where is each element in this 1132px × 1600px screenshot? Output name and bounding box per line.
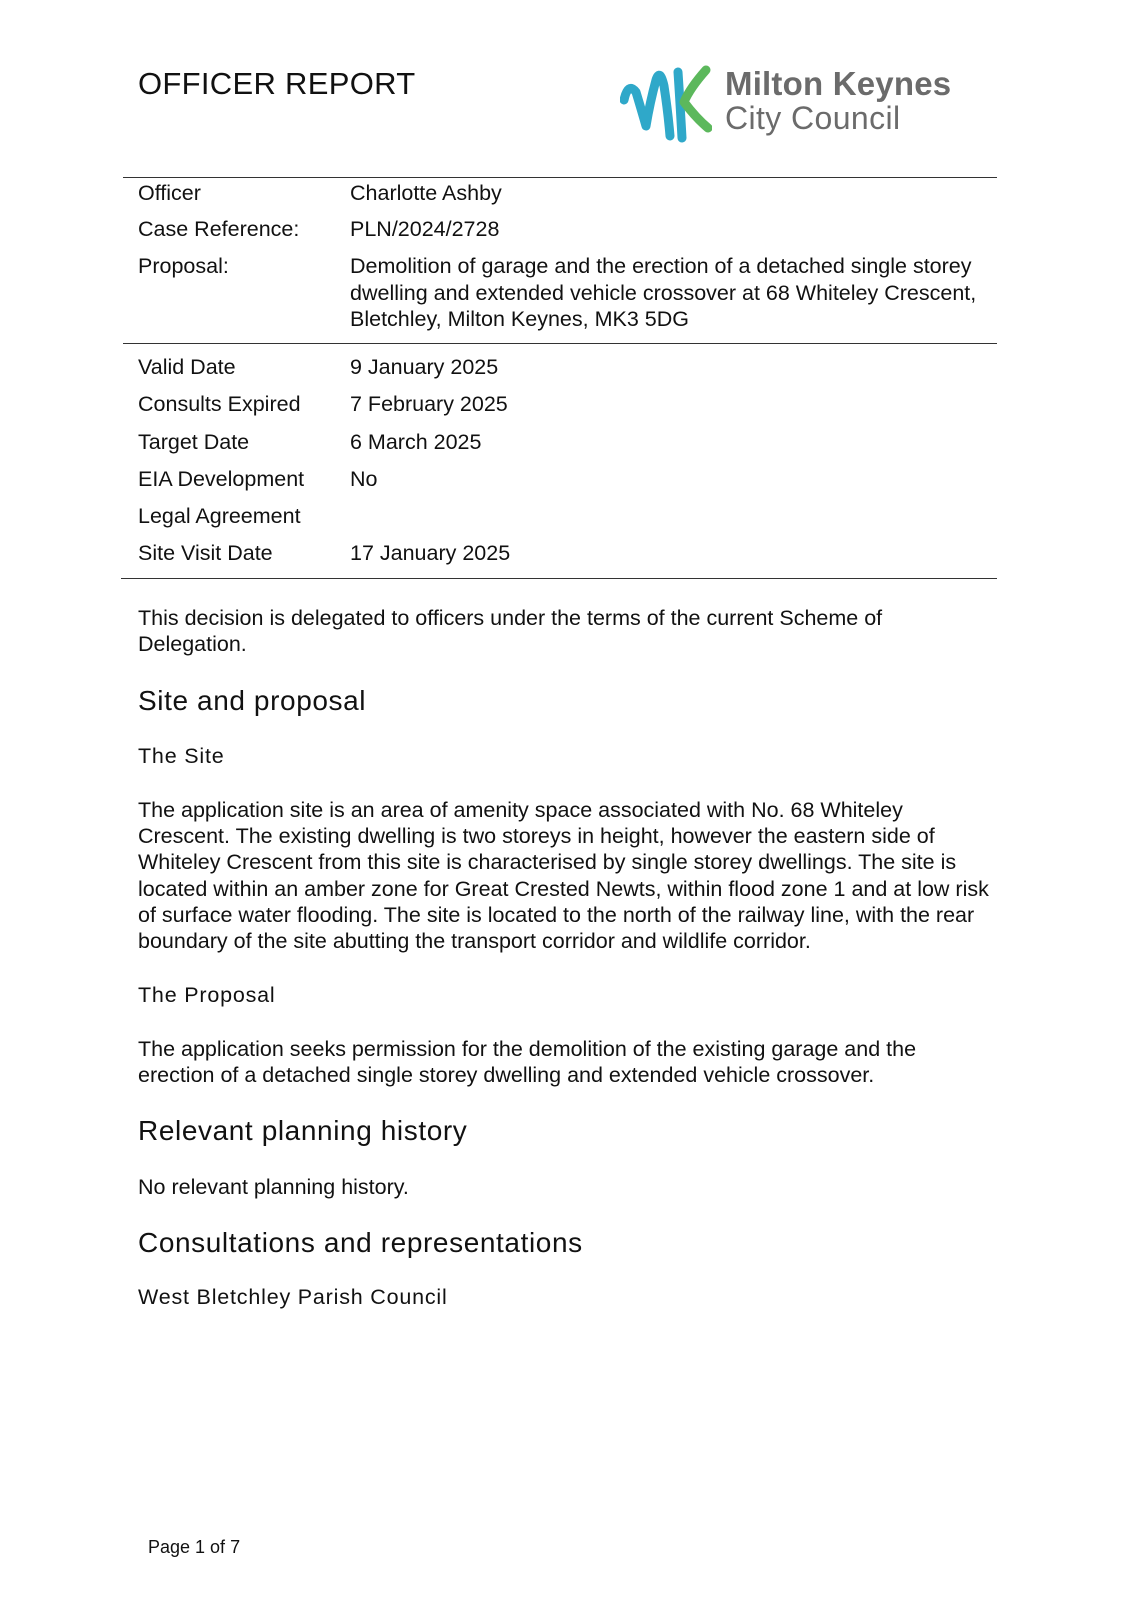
proposal-paragraph: The application seeks permission for the demolition of the existing garage and the erection of a detached single storey dwelling and extended vehicle crossover. — [138, 1037, 917, 1088]
subheading-the-proposal: The Proposal — [138, 983, 276, 1007]
heading-site-and-proposal: Site and proposal — [138, 685, 367, 716]
summary-value: Demolition of garage and the erection of a detached single storey dwelling and extended vehicle crossover at 68 Whiteley Crescent, Bletchley, Milton Keynes, MK3 5DG — [350, 254, 977, 331]
heading-planning-history: Relevant planning history — [138, 1115, 468, 1146]
date-label: Valid Date — [138, 355, 236, 379]
subheading-the-site: The Site — [138, 744, 225, 768]
date-value: 9 January 2025 — [350, 355, 499, 379]
mk-logo-mark-icon — [620, 62, 712, 146]
page-number: Page 1 of 7 — [148, 1537, 241, 1557]
report-title: OFFICER REPORT — [138, 66, 416, 101]
date-label: Target Date — [138, 430, 250, 454]
site-paragraph: The application site is an area of amenity space associated with No. 68 Whiteley Crescent. The existing dwelling is two storeys in height, however the eastern side of Whiteley Crescent from this site is characterised by single storey dwellings. The site is located within an amber zone for Great Crested Newts, within flood zone 1 and at low risk of surface water flooding. The site is located to the north of the railway line, with the rear boundary of the site abutting the transport corridor and wildlife corridor. — [138, 798, 989, 954]
date-label: Consults Expired — [138, 392, 301, 416]
rule-top — [123, 177, 997, 178]
subheading-parish-council: West Bletchley Parish Council — [138, 1285, 448, 1309]
summary-label: Proposal: — [138, 254, 229, 278]
date-label: EIA Development — [138, 467, 305, 491]
summary-value: Charlotte Ashby — [350, 181, 502, 205]
logo-line-1: Milton Keynes — [725, 65, 952, 102]
date-label: Legal Agreement — [138, 504, 301, 528]
summary-value: PLN/2024/2728 — [350, 217, 500, 241]
date-label: Site Visit Date — [138, 541, 273, 565]
council-logo — [620, 62, 1000, 146]
history-paragraph: No relevant planning history. — [138, 1175, 409, 1199]
summary-label: Officer — [138, 181, 201, 205]
date-value: 7 February 2025 — [350, 392, 508, 416]
heading-consultations: Consultations and representations — [138, 1227, 583, 1258]
logo-line-2: City Council — [725, 100, 901, 136]
date-value: 17 January 2025 — [350, 541, 511, 565]
delegation-paragraph: This decision is delegated to officers under the terms of the current Scheme of Delegation. — [138, 606, 883, 657]
summary-label: Case Reference: — [138, 217, 300, 241]
date-value: No — [350, 467, 378, 491]
rule-middle — [123, 343, 997, 344]
date-value: 6 March 2025 — [350, 430, 482, 454]
rule-bottom — [121, 578, 997, 579]
